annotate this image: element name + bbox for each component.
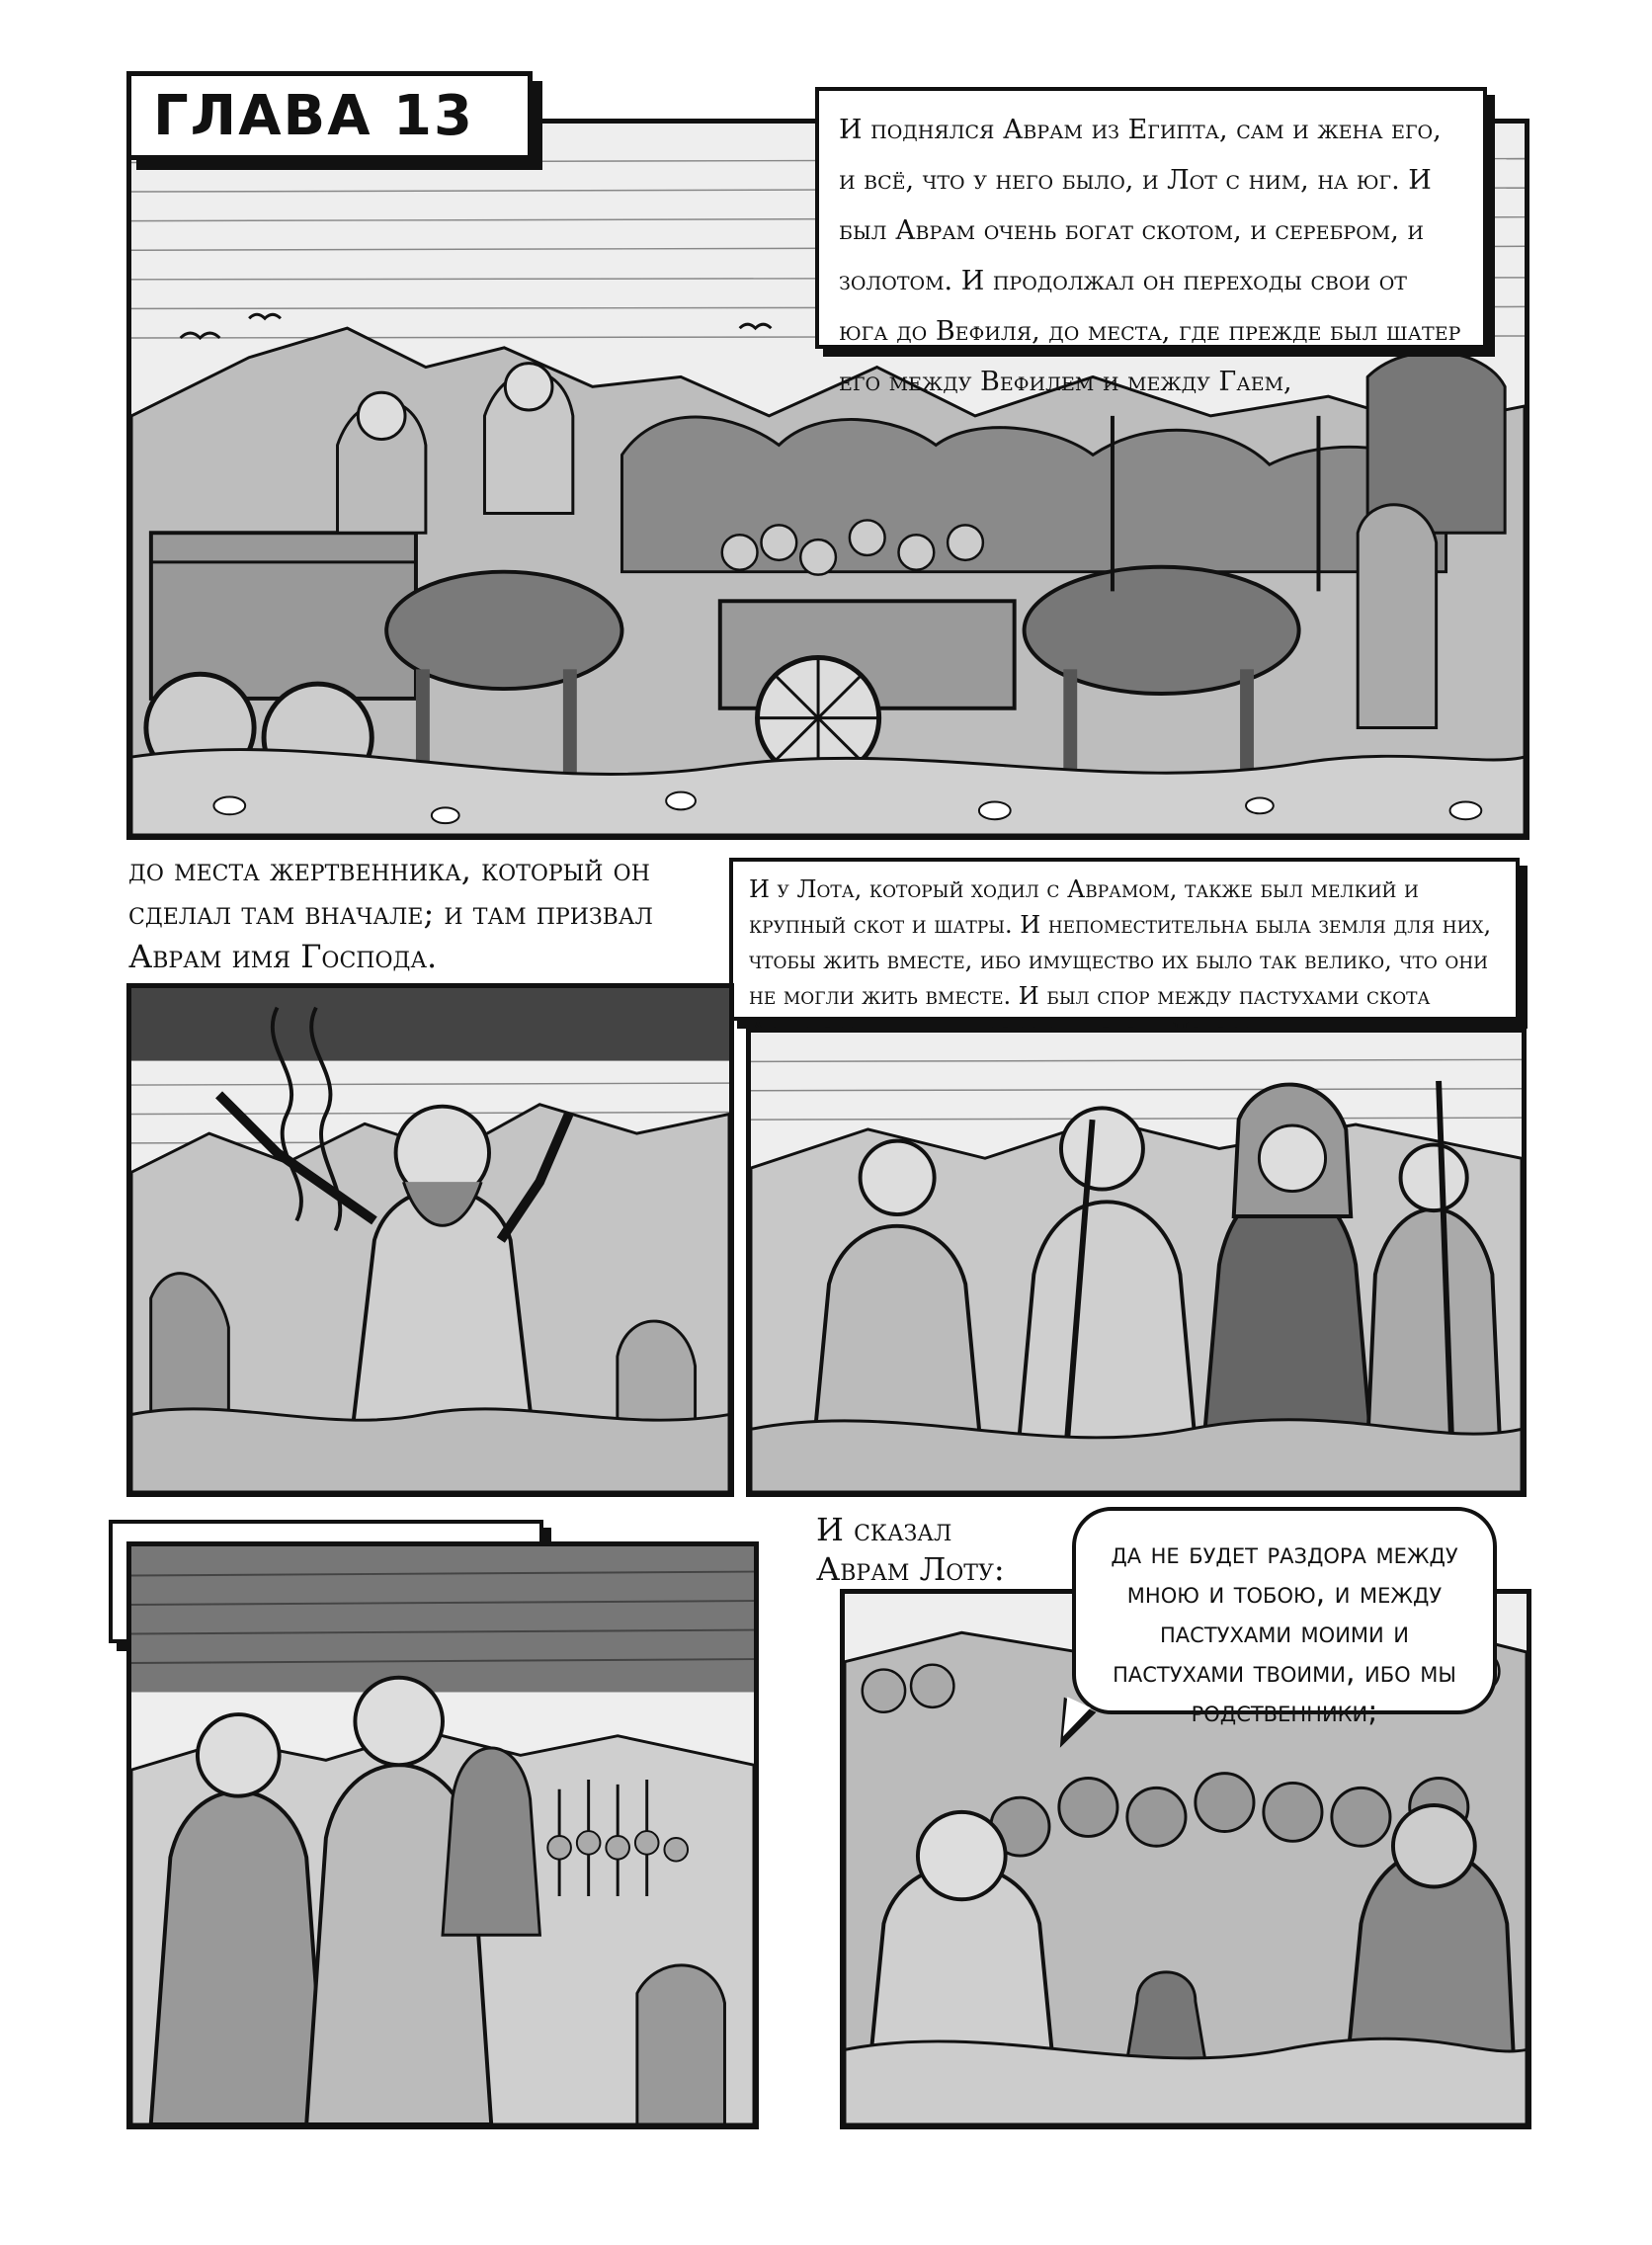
- caption-altar: до места жертвенника, который он сделал там вначале; и там призвал Аврам имя Господа.: [128, 851, 653, 975]
- caption-lot: И у Лота, который ходил с Аврамом, также был мелкий и крупный скот и шатры. И непоместительна была земля для них, чтобы жить вместе, ибо имущество их было так велико, что они не могли жить вместе. И был спор между пастухами скота: [729, 858, 1520, 1021]
- caption-top: И поднялся Аврам из Египта, сам и жена его, и всё, что у него было, и Лот с ним, на юг. И был Аврам очень богат скотом, и серебром, и золотом. И продолжал он переходы свои от юга до Вефиля, до места, где прежде был шатер его между Вефилем и между Гаем,: [815, 87, 1487, 349]
- altar-illustration: [131, 988, 729, 1492]
- panel-canaanites: [126, 1541, 759, 2129]
- chapter-title: ГЛАВА 13: [126, 71, 533, 160]
- panel-altar: [126, 983, 734, 1497]
- caption-said: И сказал Аврам Лоту:: [816, 1511, 1005, 1588]
- panel-quarrel: [746, 1028, 1527, 1497]
- speech-bubble: да не будет раздора между мною и тобою, и между пастухами моими и пастухами твоими, ибо мы родственники;: [1072, 1507, 1497, 1714]
- quarrel-illustration: [751, 1033, 1522, 1492]
- canaanites-illustration: [131, 1546, 754, 2124]
